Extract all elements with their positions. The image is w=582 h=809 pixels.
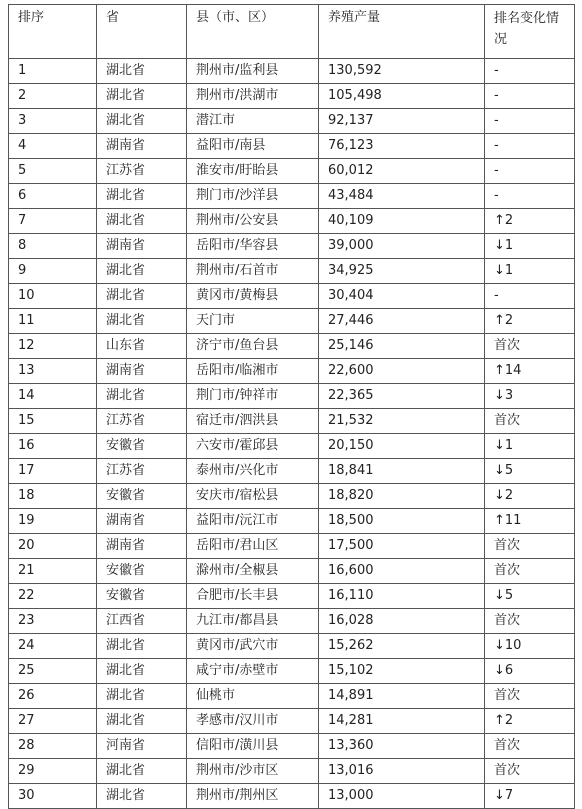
cell-province: 湖北省 xyxy=(97,209,187,234)
cell-rank: 8 xyxy=(9,234,97,259)
cell-province: 河南省 xyxy=(97,734,187,759)
cell-rank: 16 xyxy=(9,434,97,459)
cell-rank-change: ↑2 xyxy=(485,709,575,734)
header-output: 养殖产量 xyxy=(319,5,485,59)
cell-output: 15,262 xyxy=(319,634,485,659)
cell-county: 岳阳市/君山区 xyxy=(187,534,319,559)
cell-rank: 5 xyxy=(9,159,97,184)
cell-rank: 19 xyxy=(9,509,97,534)
cell-rank-change: 首次 xyxy=(485,609,575,634)
cell-rank: 27 xyxy=(9,709,97,734)
table-row xyxy=(9,109,575,134)
cell-county: 济宁市/鱼台县 xyxy=(187,334,319,359)
cell-province: 湖北省 xyxy=(97,759,187,784)
cell-rank: 11 xyxy=(9,309,97,334)
cell-county: 益阳市/南县 xyxy=(187,134,319,159)
cell-rank-change: ↑2 xyxy=(485,209,575,234)
cell-output: 130,592 xyxy=(319,59,485,84)
cell-output: 17,500 xyxy=(319,534,485,559)
cell-output: 13,000 xyxy=(319,784,485,809)
header-province: 省 xyxy=(97,5,187,59)
cell-rank: 2 xyxy=(9,84,97,109)
cell-county: 潜江市 xyxy=(187,109,319,134)
cell-rank-change: - xyxy=(485,184,575,209)
table-row xyxy=(9,484,575,509)
cell-rank-change: ↓1 xyxy=(485,259,575,284)
cell-rank-change: 首次 xyxy=(485,559,575,584)
cell-output: 92,137 xyxy=(319,109,485,134)
cell-province: 湖北省 xyxy=(97,709,187,734)
cell-county: 合肥市/长丰县 xyxy=(187,584,319,609)
table-row xyxy=(9,509,575,534)
cell-province: 湖北省 xyxy=(97,84,187,109)
cell-rank: 13 xyxy=(9,359,97,384)
table-row xyxy=(9,759,575,784)
cell-county: 淮安市/盱眙县 xyxy=(187,159,319,184)
table-row xyxy=(9,384,575,409)
cell-county: 益阳市/沅江市 xyxy=(187,509,319,534)
cell-rank: 24 xyxy=(9,634,97,659)
cell-province: 湖北省 xyxy=(97,184,187,209)
cell-rank-change: ↓3 xyxy=(485,384,575,409)
cell-province: 湖北省 xyxy=(97,659,187,684)
cell-rank: 23 xyxy=(9,609,97,634)
cell-county: 岳阳市/临湘市 xyxy=(187,359,319,384)
cell-province: 湖北省 xyxy=(97,259,187,284)
cell-rank-change: ↓6 xyxy=(485,659,575,684)
cell-output: 22,600 xyxy=(319,359,485,384)
cell-rank: 22 xyxy=(9,584,97,609)
cell-output: 30,404 xyxy=(319,284,485,309)
cell-output: 40,109 xyxy=(319,209,485,234)
table-row xyxy=(9,359,575,384)
cell-rank: 20 xyxy=(9,534,97,559)
cell-county: 宿迁市/泗洪县 xyxy=(187,409,319,434)
cell-province: 湖北省 xyxy=(97,284,187,309)
cell-province: 安徽省 xyxy=(97,559,187,584)
table-row xyxy=(9,684,575,709)
cell-county: 荆州市/公安县 xyxy=(187,209,319,234)
cell-county: 咸宁市/赤壁市 xyxy=(187,659,319,684)
cell-output: 105,498 xyxy=(319,84,485,109)
cell-rank-change: ↓5 xyxy=(485,584,575,609)
cell-output: 27,446 xyxy=(319,309,485,334)
table-row xyxy=(9,459,575,484)
cell-output: 14,281 xyxy=(319,709,485,734)
table-row xyxy=(9,209,575,234)
table-row xyxy=(9,584,575,609)
cell-rank: 26 xyxy=(9,684,97,709)
cell-province: 湖南省 xyxy=(97,509,187,534)
cell-county: 黄冈市/黄梅县 xyxy=(187,284,319,309)
cell-rank-change: - xyxy=(485,134,575,159)
cell-county: 泰州市/兴化市 xyxy=(187,459,319,484)
cell-county: 九江市/都昌县 xyxy=(187,609,319,634)
cell-rank: 14 xyxy=(9,384,97,409)
cell-output: 21,532 xyxy=(319,409,485,434)
cell-province: 江西省 xyxy=(97,609,187,634)
cell-county: 天门市 xyxy=(187,309,319,334)
cell-county: 黄冈市/武穴市 xyxy=(187,634,319,659)
cell-rank: 29 xyxy=(9,759,97,784)
cell-rank-change: 首次 xyxy=(485,409,575,434)
table-row xyxy=(9,84,575,109)
cell-rank-change: - xyxy=(485,84,575,109)
cell-output: 18,820 xyxy=(319,484,485,509)
table-row xyxy=(9,259,575,284)
cell-county: 六安市/霍邱县 xyxy=(187,434,319,459)
header-rank: 排序 xyxy=(9,5,97,59)
table-row xyxy=(9,559,575,584)
cell-output: 14,891 xyxy=(319,684,485,709)
table-row xyxy=(9,409,575,434)
header-rank-change: 排名变化情况 xyxy=(485,5,575,59)
cell-rank-change: 首次 xyxy=(485,334,575,359)
cell-county: 荆州市/监利县 xyxy=(187,59,319,84)
cell-output: 16,028 xyxy=(319,609,485,634)
table-row xyxy=(9,609,575,634)
cell-rank-change: 首次 xyxy=(485,684,575,709)
cell-province: 湖北省 xyxy=(97,309,187,334)
table-row xyxy=(9,159,575,184)
cell-output: 16,110 xyxy=(319,584,485,609)
table-row xyxy=(9,134,575,159)
table-row xyxy=(9,309,575,334)
cell-rank-change: ↓7 xyxy=(485,784,575,809)
cell-province: 湖南省 xyxy=(97,134,187,159)
cell-rank: 15 xyxy=(9,409,97,434)
cell-rank-change: ↑11 xyxy=(485,509,575,534)
cell-province: 湖北省 xyxy=(97,109,187,134)
cell-rank: 10 xyxy=(9,284,97,309)
cell-rank-change: 首次 xyxy=(485,534,575,559)
cell-province: 湖北省 xyxy=(97,784,187,809)
cell-rank-change: - xyxy=(485,159,575,184)
table-row xyxy=(9,634,575,659)
table-header xyxy=(9,5,575,59)
cell-rank: 9 xyxy=(9,259,97,284)
table-row xyxy=(9,284,575,309)
cell-output: 15,102 xyxy=(319,659,485,684)
cell-rank-change: ↑2 xyxy=(485,309,575,334)
table-row xyxy=(9,534,575,559)
table-row xyxy=(9,659,575,684)
cell-rank-change: ↓5 xyxy=(485,459,575,484)
table-row xyxy=(9,434,575,459)
cell-rank: 1 xyxy=(9,59,97,84)
cell-output: 13,360 xyxy=(319,734,485,759)
cell-rank: 6 xyxy=(9,184,97,209)
cell-output: 16,600 xyxy=(319,559,485,584)
ranking-table xyxy=(8,4,575,809)
cell-province: 湖北省 xyxy=(97,59,187,84)
cell-output: 34,925 xyxy=(319,259,485,284)
cell-county: 仙桃市 xyxy=(187,684,319,709)
cell-province: 江苏省 xyxy=(97,459,187,484)
cell-output: 18,841 xyxy=(319,459,485,484)
cell-rank: 17 xyxy=(9,459,97,484)
cell-county: 孝感市/汉川市 xyxy=(187,709,319,734)
cell-county: 安庆市/宿松县 xyxy=(187,484,319,509)
cell-output: 39,000 xyxy=(319,234,485,259)
cell-province: 湖北省 xyxy=(97,684,187,709)
cell-province: 江苏省 xyxy=(97,409,187,434)
table-row xyxy=(9,184,575,209)
cell-province: 湖北省 xyxy=(97,384,187,409)
cell-province: 湖南省 xyxy=(97,534,187,559)
cell-output: 43,484 xyxy=(319,184,485,209)
cell-province: 湖南省 xyxy=(97,234,187,259)
table-body xyxy=(9,59,575,809)
cell-output: 20,150 xyxy=(319,434,485,459)
header-county: 县（市、区） xyxy=(187,5,319,59)
cell-rank-change: ↓1 xyxy=(485,434,575,459)
cell-county: 荆州市/洪湖市 xyxy=(187,84,319,109)
cell-rank: 7 xyxy=(9,209,97,234)
cell-rank-change: 首次 xyxy=(485,734,575,759)
cell-county: 荆门市/钟祥市 xyxy=(187,384,319,409)
header-row xyxy=(9,5,575,59)
cell-output: 60,012 xyxy=(319,159,485,184)
cell-county: 荆州市/沙市区 xyxy=(187,759,319,784)
cell-province: 江苏省 xyxy=(97,159,187,184)
cell-county: 荆门市/沙洋县 xyxy=(187,184,319,209)
cell-county: 岳阳市/华容县 xyxy=(187,234,319,259)
cell-output: 76,123 xyxy=(319,134,485,159)
cell-rank-change: - xyxy=(485,59,575,84)
cell-rank: 21 xyxy=(9,559,97,584)
cell-output: 18,500 xyxy=(319,509,485,534)
cell-rank-change: ↓10 xyxy=(485,634,575,659)
cell-rank-change: - xyxy=(485,284,575,309)
cell-province: 湖南省 xyxy=(97,359,187,384)
cell-output: 13,016 xyxy=(319,759,485,784)
cell-county: 荆州市/荆州区 xyxy=(187,784,319,809)
cell-province: 安徽省 xyxy=(97,434,187,459)
cell-county: 滁州市/全椒县 xyxy=(187,559,319,584)
cell-rank: 18 xyxy=(9,484,97,509)
cell-county: 荆州市/石首市 xyxy=(187,259,319,284)
table-row xyxy=(9,784,575,809)
cell-rank: 12 xyxy=(9,334,97,359)
table-row xyxy=(9,334,575,359)
cell-province: 山东省 xyxy=(97,334,187,359)
cell-rank: 30 xyxy=(9,784,97,809)
cell-rank-change: ↓1 xyxy=(485,234,575,259)
cell-rank-change: 首次 xyxy=(485,759,575,784)
cell-rank: 28 xyxy=(9,734,97,759)
cell-rank-change: - xyxy=(485,109,575,134)
cell-rank: 3 xyxy=(9,109,97,134)
table-row xyxy=(9,59,575,84)
cell-rank: 25 xyxy=(9,659,97,684)
cell-output: 25,146 xyxy=(319,334,485,359)
cell-output: 22,365 xyxy=(319,384,485,409)
cell-rank: 4 xyxy=(9,134,97,159)
table-row xyxy=(9,234,575,259)
cell-province: 安徽省 xyxy=(97,484,187,509)
table-row xyxy=(9,709,575,734)
cell-county: 信阳市/潢川县 xyxy=(187,734,319,759)
cell-province: 湖北省 xyxy=(97,634,187,659)
table-row xyxy=(9,734,575,759)
cell-rank-change: ↑14 xyxy=(485,359,575,384)
cell-rank-change: ↓2 xyxy=(485,484,575,509)
cell-province: 安徽省 xyxy=(97,584,187,609)
